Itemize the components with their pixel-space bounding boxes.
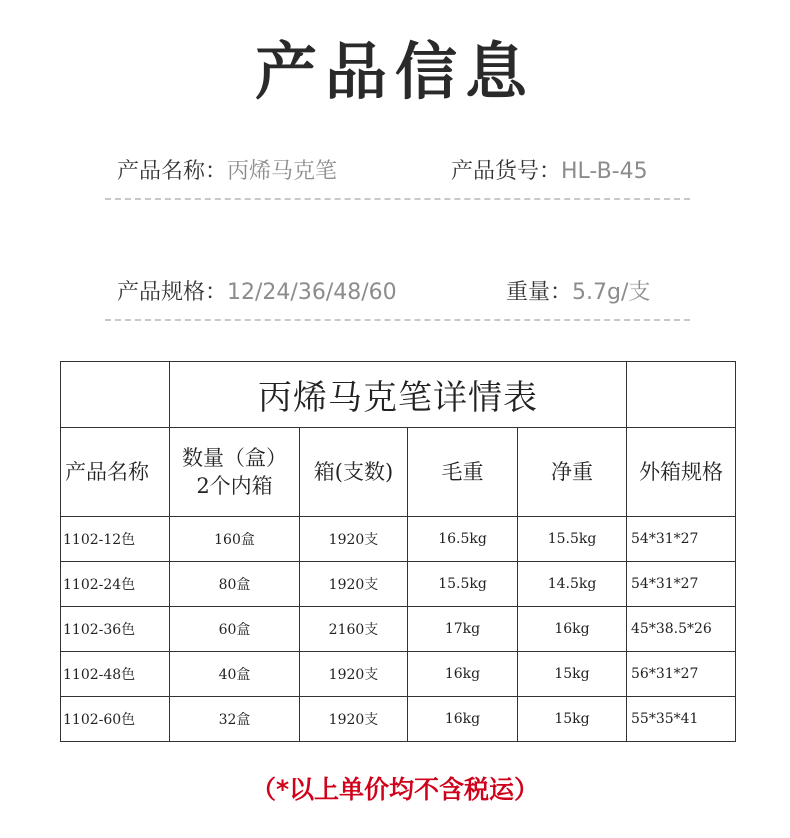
dashed-divider bbox=[105, 319, 690, 321]
product-weight-field bbox=[506, 275, 650, 306]
cell-gross-weight: 16kg bbox=[408, 652, 518, 697]
cell-carton-size: 54*31*27 bbox=[627, 517, 736, 562]
caption-right-cell bbox=[627, 362, 736, 428]
header-quantity-line2: 2个内箱 bbox=[196, 474, 273, 498]
cell-quantity: 60盒 bbox=[170, 607, 300, 652]
cell-box-count: 2160支 bbox=[300, 607, 408, 652]
cell-product-name: 1102-36色 bbox=[61, 607, 170, 652]
product-detail-table bbox=[60, 361, 736, 742]
table-row bbox=[61, 652, 736, 697]
cell-carton-size: 45*38.5*26 bbox=[627, 607, 736, 652]
cell-gross-weight: 15.5kg bbox=[408, 562, 518, 607]
product-name-value: 丙烯马克笔 bbox=[227, 159, 338, 184]
product-weight-label: 重量： bbox=[506, 280, 573, 305]
header-gross-weight: 毛重 bbox=[408, 428, 518, 517]
product-spec-field bbox=[117, 275, 397, 306]
header-carton-size: 外箱规格 bbox=[627, 428, 736, 517]
table-caption-row bbox=[61, 362, 736, 428]
cell-gross-weight: 17kg bbox=[408, 607, 518, 652]
product-code-value: HL-B-45 bbox=[561, 159, 648, 184]
cell-carton-size: 54*31*27 bbox=[627, 562, 736, 607]
dashed-divider bbox=[105, 198, 690, 200]
product-weight-value: 5.7g/支 bbox=[572, 280, 651, 305]
cell-quantity: 32盒 bbox=[170, 697, 300, 742]
cell-net-weight: 15kg bbox=[518, 652, 627, 697]
info-row-spec-weight bbox=[105, 261, 690, 321]
cell-box-count: 1920支 bbox=[300, 697, 408, 742]
table-header-row bbox=[61, 428, 736, 517]
tax-note: （*以上单价均不含税运） bbox=[250, 775, 540, 804]
product-spec-value: 12/24/36/48/60 bbox=[227, 280, 397, 305]
caption-left-cell bbox=[61, 362, 170, 428]
cell-gross-weight: 16.5kg bbox=[408, 517, 518, 562]
cell-carton-size: 55*35*41 bbox=[627, 697, 736, 742]
cell-net-weight: 15.5kg bbox=[518, 517, 627, 562]
cell-product-name: 1102-60色 bbox=[61, 697, 170, 742]
cell-product-name: 1102-24色 bbox=[61, 562, 170, 607]
cell-gross-weight: 16kg bbox=[408, 697, 518, 742]
product-code-label: 产品货号： bbox=[451, 159, 562, 184]
header-quantity bbox=[170, 428, 300, 517]
product-name-field bbox=[117, 154, 337, 185]
product-name-label: 产品名称： bbox=[117, 159, 228, 184]
cell-box-count: 1920支 bbox=[300, 517, 408, 562]
header-box-count: 箱(支数) bbox=[300, 428, 408, 517]
header-quantity-line1: 数量（盒） bbox=[182, 446, 287, 470]
cell-carton-size: 56*31*27 bbox=[627, 652, 736, 697]
product-code-field bbox=[451, 154, 648, 185]
page-title: 产品信息 bbox=[254, 35, 535, 108]
header-net-weight: 净重 bbox=[518, 428, 627, 517]
cell-product-name: 1102-48色 bbox=[61, 652, 170, 697]
cell-box-count: 1920支 bbox=[300, 562, 408, 607]
cell-quantity: 80盒 bbox=[170, 562, 300, 607]
table-row bbox=[61, 562, 736, 607]
cell-net-weight: 16kg bbox=[518, 607, 627, 652]
cell-net-weight: 15kg bbox=[518, 697, 627, 742]
table-caption: 丙烯马克笔详情表 bbox=[170, 362, 627, 428]
cell-net-weight: 14.5kg bbox=[518, 562, 627, 607]
cell-product-name: 1102-12色 bbox=[61, 517, 170, 562]
table-row bbox=[61, 517, 736, 562]
cell-quantity: 40盒 bbox=[170, 652, 300, 697]
table-row bbox=[61, 697, 736, 742]
table-row bbox=[61, 607, 736, 652]
info-row-name-code bbox=[105, 140, 690, 200]
product-spec-label: 产品规格： bbox=[117, 280, 228, 305]
cell-box-count: 1920支 bbox=[300, 652, 408, 697]
cell-quantity: 160盒 bbox=[170, 517, 300, 562]
header-product-name: 产品名称 bbox=[61, 428, 170, 517]
